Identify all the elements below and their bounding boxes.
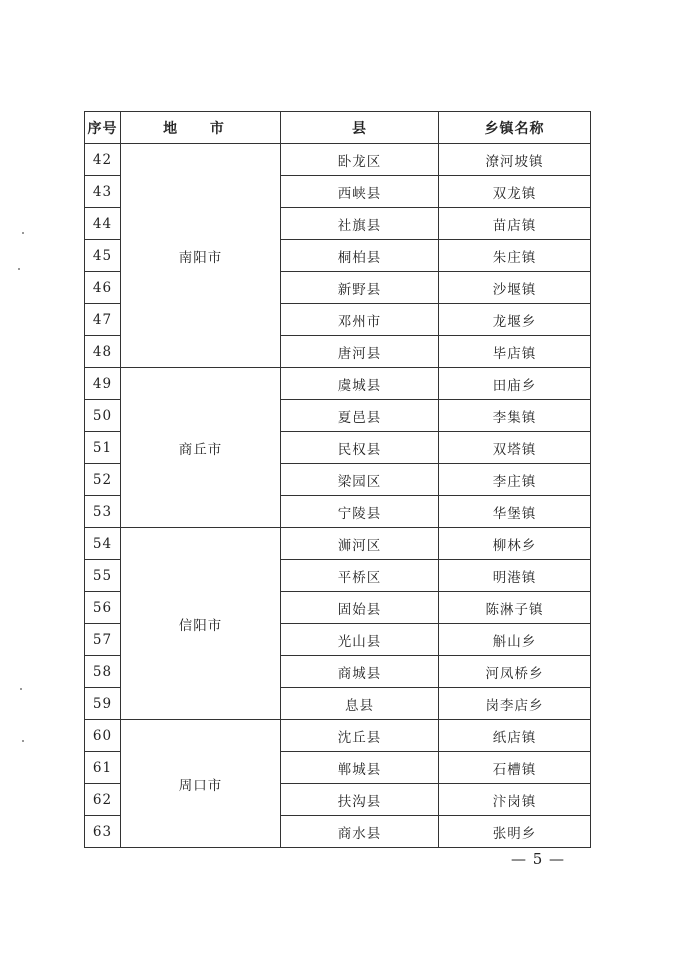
row-seq: 48 bbox=[85, 336, 121, 368]
town-cell: 双龙镇 bbox=[439, 176, 591, 208]
county-cell: 沈丘县 bbox=[281, 720, 439, 752]
table-row bbox=[85, 528, 591, 560]
table-row bbox=[85, 144, 591, 176]
county-cell: 光山县 bbox=[281, 624, 439, 656]
county-cell: 唐河县 bbox=[281, 336, 439, 368]
town-cell: 斛山乡 bbox=[439, 624, 591, 656]
county-cell: 梁园区 bbox=[281, 464, 439, 496]
city-cell: 南阳市 bbox=[121, 144, 281, 368]
county-cell: 西峡县 bbox=[281, 176, 439, 208]
scan-speck bbox=[22, 232, 24, 234]
town-cell: 岗李店乡 bbox=[439, 688, 591, 720]
county-cell: 商水县 bbox=[281, 816, 439, 848]
county-cell: 社旗县 bbox=[281, 208, 439, 240]
row-seq: 44 bbox=[85, 208, 121, 240]
row-seq: 52 bbox=[85, 464, 121, 496]
row-seq: 53 bbox=[85, 496, 121, 528]
row-seq: 51 bbox=[85, 432, 121, 464]
row-seq: 63 bbox=[85, 816, 121, 848]
town-cell: 柳林乡 bbox=[439, 528, 591, 560]
county-cell: 新野县 bbox=[281, 272, 439, 304]
town-cell: 李集镇 bbox=[439, 400, 591, 432]
town-cell: 石槽镇 bbox=[439, 752, 591, 784]
row-seq: 54 bbox=[85, 528, 121, 560]
city-cell: 商丘市 bbox=[121, 368, 281, 528]
row-seq: 43 bbox=[85, 176, 121, 208]
town-cell: 龙堰乡 bbox=[439, 304, 591, 336]
row-seq: 47 bbox=[85, 304, 121, 336]
row-seq: 55 bbox=[85, 560, 121, 592]
town-cell: 陈淋子镇 bbox=[439, 592, 591, 624]
header-seq: 序号 bbox=[85, 112, 121, 144]
row-seq: 50 bbox=[85, 400, 121, 432]
row-seq: 57 bbox=[85, 624, 121, 656]
header-county: 县 bbox=[281, 112, 439, 144]
town-cell: 明港镇 bbox=[439, 560, 591, 592]
county-cell: 桐柏县 bbox=[281, 240, 439, 272]
town-cell: 河凤桥乡 bbox=[439, 656, 591, 688]
row-seq: 58 bbox=[85, 656, 121, 688]
county-cell: 息县 bbox=[281, 688, 439, 720]
city-cell: 信阳市 bbox=[121, 528, 281, 720]
row-seq: 56 bbox=[85, 592, 121, 624]
town-list-table bbox=[84, 111, 591, 848]
city-cell: 周口市 bbox=[121, 720, 281, 848]
town-cell: 李庄镇 bbox=[439, 464, 591, 496]
town-cell: 双塔镇 bbox=[439, 432, 591, 464]
town-cell: 朱庄镇 bbox=[439, 240, 591, 272]
town-cell: 潦河坡镇 bbox=[439, 144, 591, 176]
county-cell: 民权县 bbox=[281, 432, 439, 464]
page-number: — 5 — bbox=[510, 850, 566, 868]
row-seq: 60 bbox=[85, 720, 121, 752]
table-row bbox=[85, 368, 591, 400]
scan-speck bbox=[18, 268, 20, 270]
county-cell: 商城县 bbox=[281, 656, 439, 688]
header-city: 地 市 bbox=[121, 112, 281, 144]
county-cell: 卧龙区 bbox=[281, 144, 439, 176]
header-town: 乡镇名称 bbox=[439, 112, 591, 144]
county-cell: 虞城县 bbox=[281, 368, 439, 400]
row-seq: 62 bbox=[85, 784, 121, 816]
county-cell: 夏邑县 bbox=[281, 400, 439, 432]
town-cell: 沙堰镇 bbox=[439, 272, 591, 304]
county-cell: 郸城县 bbox=[281, 752, 439, 784]
town-cell: 汴岗镇 bbox=[439, 784, 591, 816]
town-cell: 张明乡 bbox=[439, 816, 591, 848]
county-cell: 宁陵县 bbox=[281, 496, 439, 528]
row-seq: 49 bbox=[85, 368, 121, 400]
county-cell: 平桥区 bbox=[281, 560, 439, 592]
scan-speck bbox=[22, 740, 24, 742]
table-row bbox=[85, 720, 591, 752]
table-body bbox=[85, 144, 591, 848]
header-row bbox=[85, 112, 591, 144]
row-seq: 45 bbox=[85, 240, 121, 272]
county-cell: 固始县 bbox=[281, 592, 439, 624]
county-cell: 扶沟县 bbox=[281, 784, 439, 816]
town-cell: 田庙乡 bbox=[439, 368, 591, 400]
county-cell: 邓州市 bbox=[281, 304, 439, 336]
town-cell: 纸店镇 bbox=[439, 720, 591, 752]
town-cell: 华堡镇 bbox=[439, 496, 591, 528]
row-seq: 42 bbox=[85, 144, 121, 176]
row-seq: 61 bbox=[85, 752, 121, 784]
row-seq: 59 bbox=[85, 688, 121, 720]
town-cell: 毕店镇 bbox=[439, 336, 591, 368]
town-cell: 苗店镇 bbox=[439, 208, 591, 240]
county-cell: 浉河区 bbox=[281, 528, 439, 560]
scan-speck bbox=[20, 688, 22, 690]
row-seq: 46 bbox=[85, 272, 121, 304]
